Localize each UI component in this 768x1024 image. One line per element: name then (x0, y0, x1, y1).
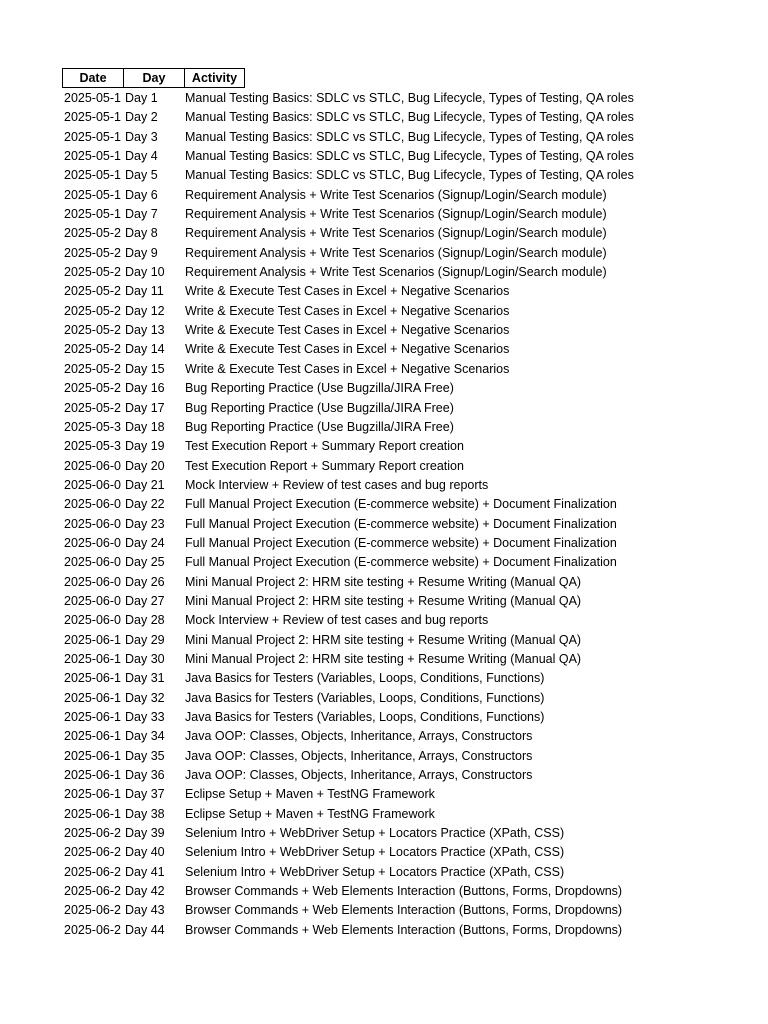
day-cell: Day 34 (125, 729, 165, 744)
header-day: Day (124, 68, 185, 88)
table-row (62, 805, 745, 824)
table-row (62, 399, 745, 418)
table-row (62, 824, 745, 843)
activity-cell: Requirement Analysis + Write Test Scenarios (Signup/Login/Search module) (185, 265, 607, 280)
day-cell: Day 8 (125, 226, 158, 241)
date-cell: 2025-06-0 (64, 497, 121, 512)
activity-cell: Manual Testing Basics: SDLC vs STLC, Bug Lifecycle, Types of Testing, QA roles (185, 129, 634, 144)
table-row (62, 689, 745, 708)
table-row (62, 727, 745, 746)
day-cell: Day 16 (125, 381, 165, 396)
table-row (62, 785, 745, 804)
activity-cell: Write & Execute Test Cases in Excel + Negative Scenarios (185, 361, 510, 376)
day-cell: Day 11 (125, 284, 164, 299)
table-row (62, 592, 745, 611)
day-cell: Day 44 (125, 922, 165, 937)
table-row (62, 418, 745, 437)
date-cell: 2025-06-1 (64, 806, 121, 821)
day-cell: Day 9 (125, 245, 158, 260)
day-cell: Day 10 (125, 265, 165, 280)
activity-cell: Selenium Intro + WebDriver Setup + Locators Practice (XPath, CSS) (185, 845, 565, 860)
table-row (62, 360, 745, 379)
activity-cell: Requirement Analysis + Write Test Scenarios (Signup/Login/Search module) (185, 226, 607, 241)
date-cell: 2025-06-1 (64, 748, 121, 763)
day-cell: Day 14 (125, 342, 165, 357)
table-row (62, 573, 745, 592)
activity-cell: Requirement Analysis + Write Test Scenarios (Signup/Login/Search module) (185, 207, 607, 222)
table-row (62, 205, 745, 224)
activity-cell: Requirement Analysis + Write Test Scenarios (Signup/Login/Search module) (185, 245, 607, 260)
date-cell: 2025-05-2 (64, 381, 121, 396)
day-cell: Day 15 (125, 361, 165, 376)
date-cell: 2025-06-0 (64, 535, 121, 550)
date-cell: 2025-06-0 (64, 574, 121, 589)
activity-cell: Full Manual Project Execution (E-commerce website) + Document Finalization (185, 535, 617, 550)
date-cell: 2025-05-1 (64, 110, 121, 125)
activity-cell: Mini Manual Project 2: HRM site testing + Resume Writing (Manual QA) (185, 632, 582, 647)
date-cell: 2025-05-2 (64, 361, 121, 376)
day-cell: Day 32 (125, 690, 165, 705)
table-row (62, 457, 745, 476)
table-row (62, 515, 745, 534)
day-cell: Day 29 (125, 632, 165, 647)
date-cell: 2025-06-1 (64, 651, 121, 666)
header-activity: Activity (185, 68, 245, 88)
table-row (62, 340, 745, 359)
table-row (62, 534, 745, 553)
date-cell: 2025-06-2 (64, 922, 121, 937)
activity-cell: Selenium Intro + WebDriver Setup + Locators Practice (XPath, CSS) (185, 826, 565, 841)
activity-cell: Selenium Intro + WebDriver Setup + Locators Practice (XPath, CSS) (185, 864, 565, 879)
date-cell: 2025-06-0 (64, 516, 121, 531)
table-row (62, 379, 745, 398)
table-row (62, 128, 745, 147)
date-cell: 2025-06-1 (64, 632, 121, 647)
table-row (62, 553, 745, 572)
day-cell: Day 4 (125, 149, 158, 164)
day-cell: Day 28 (125, 613, 165, 628)
day-cell: Day 26 (125, 574, 165, 589)
day-cell: Day 6 (125, 187, 158, 202)
date-cell: 2025-05-2 (64, 226, 121, 241)
table-row (62, 244, 745, 263)
activity-cell: Bug Reporting Practice (Use Bugzilla/JIRA Free) (185, 381, 454, 396)
table-row (62, 921, 745, 940)
date-cell: 2025-05-2 (64, 400, 121, 415)
date-cell: 2025-05-2 (64, 265, 121, 280)
activity-cell: Bug Reporting Practice (Use Bugzilla/JIRA Free) (185, 400, 454, 415)
table-row (62, 747, 745, 766)
activity-cell: Requirement Analysis + Write Test Scenarios (Signup/Login/Search module) (185, 187, 607, 202)
day-cell: Day 41 (125, 864, 165, 879)
date-cell: 2025-06-1 (64, 710, 121, 724)
date-cell: 2025-06-0 (64, 613, 121, 628)
activity-cell: Full Manual Project Execution (E-commerce website) + Document Finalization (185, 516, 617, 531)
day-cell: Day 36 (125, 768, 165, 783)
date-cell: 2025-06-2 (64, 884, 121, 899)
table-row (62, 263, 745, 282)
day-cell: Day 33 (125, 710, 165, 724)
day-cell: Day 39 (125, 826, 165, 841)
activity-cell: Mock Interview + Review of test cases and bug reports (185, 613, 489, 628)
date-cell: 2025-05-2 (64, 342, 121, 357)
date-cell: 2025-06-0 (64, 477, 121, 492)
day-cell: Day 1 (125, 91, 158, 105)
table-row (62, 108, 745, 127)
day-cell: Day 5 (125, 168, 158, 183)
table-row (62, 631, 745, 650)
table-row (62, 147, 745, 166)
table-row (62, 708, 745, 727)
header-date: Date (62, 68, 124, 88)
activity-cell: Test Execution Report + Summary Report creation (185, 439, 464, 454)
table-row (62, 863, 745, 882)
table-row (62, 282, 745, 301)
activity-cell: Full Manual Project Execution (E-commerce website) + Document Finalization (185, 497, 617, 512)
date-cell: 2025-06-1 (64, 787, 121, 802)
day-cell: Day 31 (125, 671, 165, 686)
day-cell: Day 40 (125, 845, 165, 860)
date-cell: 2025-06-0 (64, 555, 121, 570)
activity-cell: Java Basics for Testers (Variables, Loops, Conditions, Functions) (185, 671, 545, 686)
date-cell: 2025-05-1 (64, 91, 121, 105)
table-row (62, 321, 745, 340)
activity-cell: Write & Execute Test Cases in Excel + Negative Scenarios (185, 323, 510, 338)
activity-cell: Java Basics for Testers (Variables, Loops, Conditions, Functions) (185, 690, 545, 705)
date-cell: 2025-05-2 (64, 323, 121, 338)
day-cell: Day 19 (125, 439, 165, 454)
date-cell: 2025-06-1 (64, 671, 121, 686)
day-cell: Day 7 (125, 207, 158, 222)
activity-cell: Java OOP: Classes, Objects, Inheritance, Arrays, Constructors (185, 729, 533, 744)
date-cell: 2025-06-2 (64, 903, 121, 918)
activity-cell: Manual Testing Basics: SDLC vs STLC, Bug Lifecycle, Types of Testing, QA roles (185, 110, 634, 125)
table-row (62, 224, 745, 243)
activity-cell: Java OOP: Classes, Objects, Inheritance, Arrays, Constructors (185, 748, 533, 763)
activity-cell: Manual Testing Basics: SDLC vs STLC, Bug Lifecycle, Types of Testing, QA roles (185, 149, 634, 164)
activity-cell: Browser Commands + Web Elements Interaction (Buttons, Forms, Dropdowns) (185, 922, 623, 937)
day-cell: Day 17 (125, 400, 165, 415)
day-cell: Day 30 (125, 651, 165, 666)
activity-cell: Browser Commands + Web Elements Interaction (Buttons, Forms, Dropdowns) (185, 884, 623, 899)
table-row (62, 186, 745, 205)
day-cell: Day 18 (125, 419, 165, 434)
activity-cell: Eclipse Setup + Maven + TestNG Framework (185, 787, 435, 802)
day-cell: Day 20 (125, 458, 165, 473)
activity-cell: Mini Manual Project 2: HRM site testing + Resume Writing (Manual QA) (185, 651, 582, 666)
activity-cell: Manual Testing Basics: SDLC vs STLC, Bug Lifecycle, Types of Testing, QA roles (185, 91, 634, 105)
day-cell: Day 43 (125, 903, 165, 918)
activity-cell: Full Manual Project Execution (E-commerce website) + Document Finalization (185, 555, 617, 570)
activity-cell: Manual Testing Basics: SDLC vs STLC, Bug Lifecycle, Types of Testing, QA roles (185, 168, 634, 183)
activity-cell: Mini Manual Project 2: HRM site testing + Resume Writing (Manual QA) (185, 574, 582, 589)
date-cell: 2025-05-1 (64, 149, 121, 164)
date-cell: 2025-05-1 (64, 129, 121, 144)
table-body (62, 89, 745, 940)
table-row (62, 669, 745, 688)
table-row (62, 611, 745, 630)
table-row (62, 166, 745, 185)
activity-cell: Eclipse Setup + Maven + TestNG Framework (185, 806, 435, 821)
activity-cell: Browser Commands + Web Elements Interaction (Buttons, Forms, Dropdowns) (185, 903, 623, 918)
table-row (62, 495, 745, 514)
day-cell: Day 3 (125, 129, 158, 144)
date-cell: 2025-06-2 (64, 845, 121, 860)
activity-cell: Java Basics for Testers (Variables, Loops, Conditions, Functions) (185, 710, 545, 724)
date-cell: 2025-05-2 (64, 245, 121, 260)
activity-cell: Write & Execute Test Cases in Excel + Negative Scenarios (185, 303, 510, 318)
day-cell: Day 2 (125, 110, 158, 125)
day-cell: Day 13 (125, 323, 165, 338)
day-cell: Day 25 (125, 555, 165, 570)
table-row (62, 476, 745, 495)
date-cell: 2025-05-3 (64, 419, 121, 434)
date-cell: 2025-05-1 (64, 207, 121, 222)
schedule-table (62, 68, 745, 940)
date-cell: 2025-06-0 (64, 458, 121, 473)
day-cell: Day 24 (125, 535, 165, 550)
table-row (62, 650, 745, 669)
date-cell: 2025-05-2 (64, 303, 121, 318)
day-cell: Day 37 (125, 787, 165, 802)
activity-cell: Java OOP: Classes, Objects, Inheritance, Arrays, Constructors (185, 768, 533, 783)
table-row (62, 302, 745, 321)
date-cell: 2025-06-2 (64, 864, 121, 879)
activity-cell: Write & Execute Test Cases in Excel + Negative Scenarios (185, 284, 510, 299)
date-cell: 2025-06-2 (64, 826, 121, 841)
table-row (62, 843, 745, 862)
date-cell: 2025-06-1 (64, 729, 121, 744)
date-cell: 2025-05-1 (64, 187, 121, 202)
activity-cell: Mini Manual Project 2: HRM site testing + Resume Writing (Manual QA) (185, 593, 582, 608)
activity-cell: Test Execution Report + Summary Report creation (185, 458, 464, 473)
table-row (62, 882, 745, 901)
table-row (62, 89, 745, 108)
table-header (62, 68, 745, 88)
day-cell: Day 23 (125, 516, 165, 531)
date-cell: 2025-06-1 (64, 690, 121, 705)
day-cell: Day 22 (125, 497, 165, 512)
date-cell: 2025-05-3 (64, 439, 121, 454)
date-cell: 2025-06-1 (64, 768, 121, 783)
table-row (62, 901, 745, 920)
date-cell: 2025-05-2 (64, 284, 121, 299)
table-row (62, 766, 745, 785)
day-cell: Day 12 (125, 303, 165, 318)
table-row (62, 437, 745, 456)
day-cell: Day 38 (125, 806, 165, 821)
day-cell: Day 27 (125, 593, 165, 608)
activity-cell: Write & Execute Test Cases in Excel + Negative Scenarios (185, 342, 510, 357)
day-cell: Day 35 (125, 748, 165, 763)
activity-cell: Bug Reporting Practice (Use Bugzilla/JIRA Free) (185, 419, 454, 434)
day-cell: Day 21 (125, 477, 165, 492)
activity-cell: Mock Interview + Review of test cases and bug reports (185, 477, 489, 492)
day-cell: Day 42 (125, 884, 165, 899)
date-cell: 2025-06-0 (64, 593, 121, 608)
date-cell: 2025-05-1 (64, 168, 121, 183)
